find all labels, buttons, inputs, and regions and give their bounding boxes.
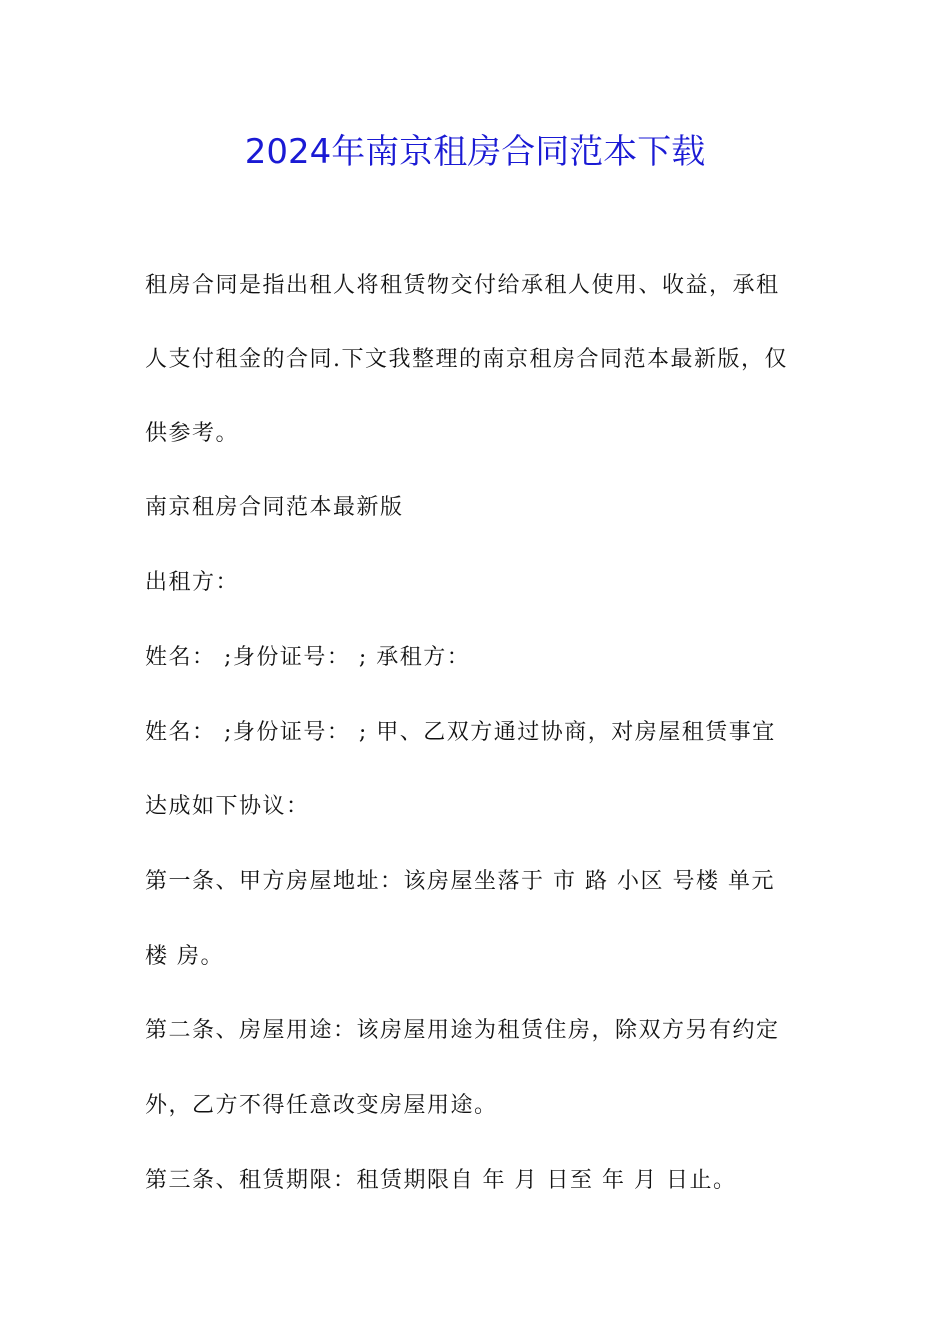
intro-line-1: 租房合同是指出租人将租赁物交付给承租人使用、收益，承租 [145, 273, 780, 298]
article-3-line-1: 第三条、租赁期限：租赁期限自 年 月 日至 年 月 日止。 [145, 1168, 737, 1193]
section-heading: 南京租房合同范本最新版 [145, 495, 404, 520]
intro-line-3: 供参考。 [145, 421, 240, 446]
lessee-identity-line: 姓名： ;身份证号： ; 甲、乙双方通过协商，对房屋租赁事宜 [145, 720, 776, 745]
article-1-line-2: 楼 房。 [145, 944, 224, 969]
agreement-line: 达成如下协议： [145, 794, 310, 819]
article-1-line-1: 第一条、甲方房屋地址：该房屋坐落于 市 路 小区 号楼 单元 [145, 869, 775, 894]
article-2-line-1: 第二条、房屋用途：该房屋用途为租赁住房，除双方另有约定 [145, 1018, 780, 1043]
lessor-label: 出租方： [145, 570, 240, 595]
intro-line-2: 人支付租金的合同.下文我整理的南京租房合同范本最新版，仅 [145, 347, 788, 372]
article-2-line-2: 外，乙方不得任意改变房屋用途。 [145, 1093, 498, 1118]
document-title: 2024年南京租房合同范本下载 [244, 132, 706, 172]
lessor-identity-line: 姓名： ;身份证号： ; 承租方： [145, 645, 471, 670]
